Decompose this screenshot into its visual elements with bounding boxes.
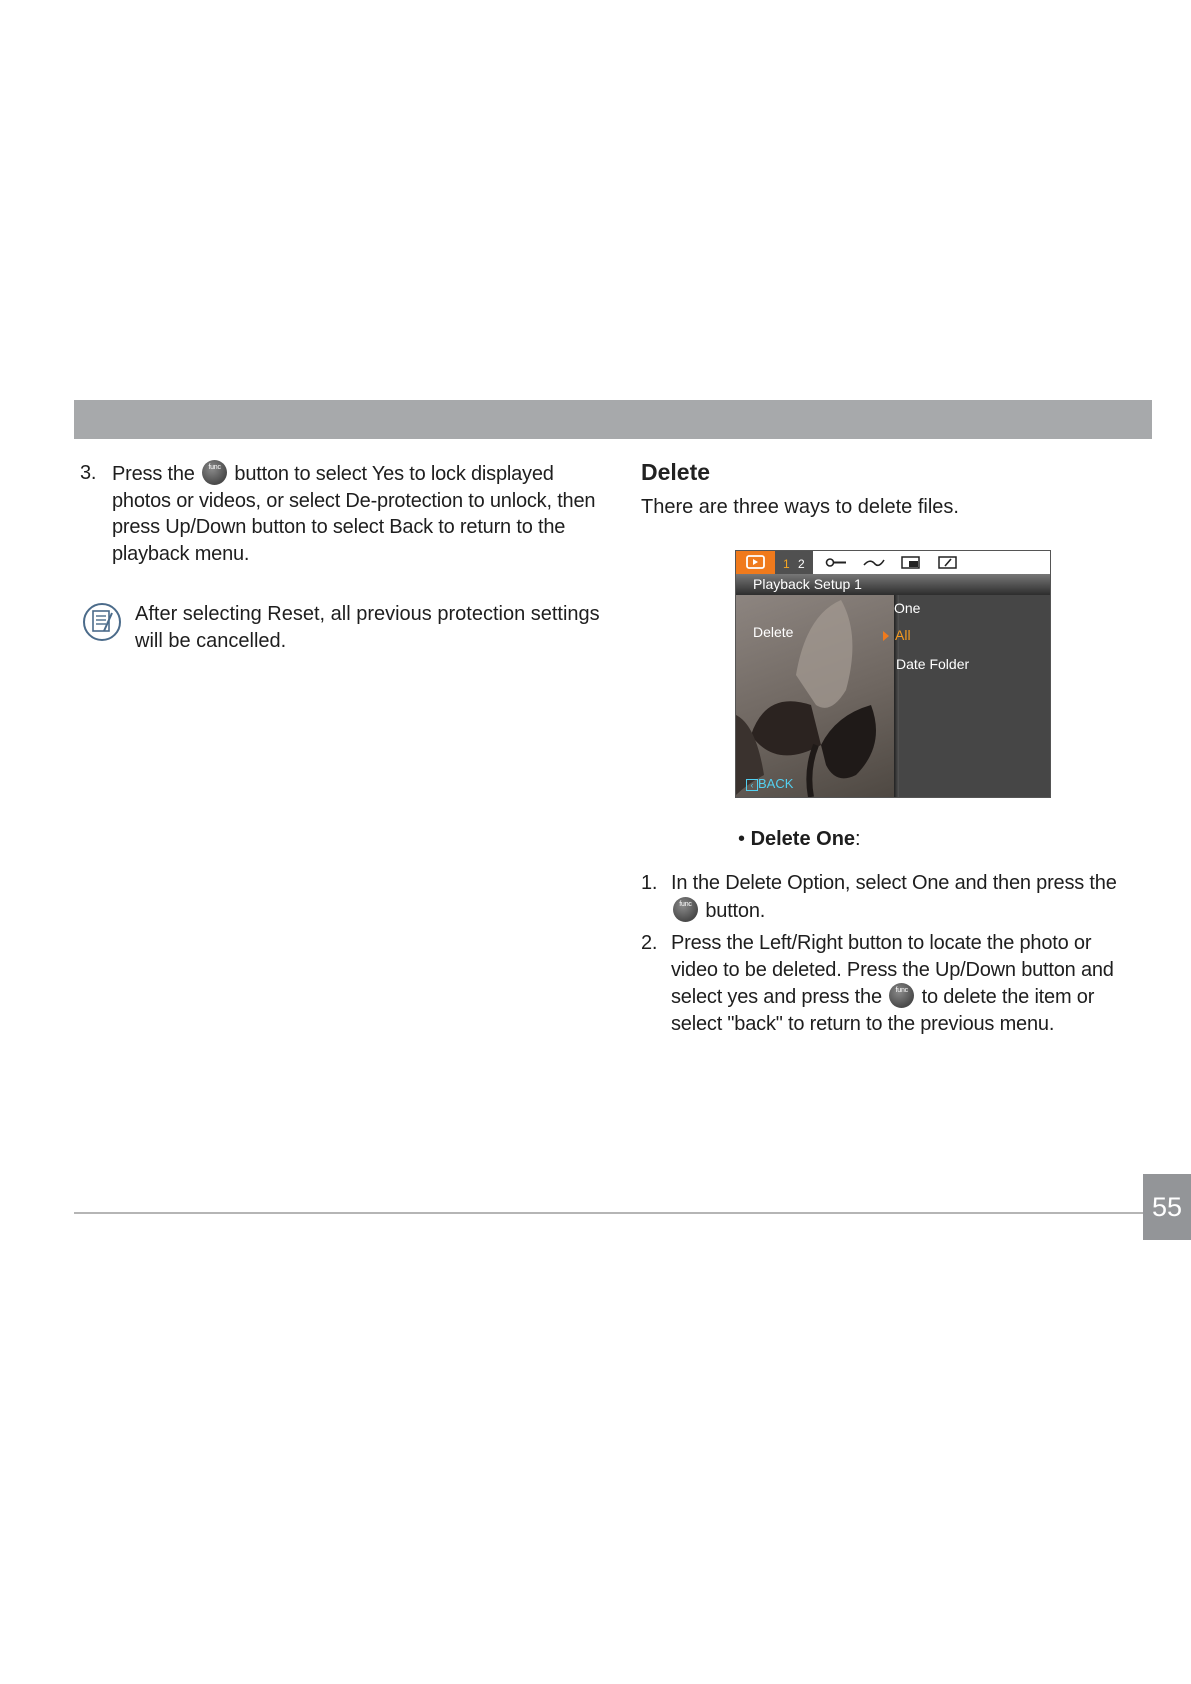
connect-icon <box>862 554 886 571</box>
sub-heading: • Delete One: <box>738 828 861 850</box>
step-text-pre: Press the Left/Right button to locate the photo or video to be deleted. Press the Up/Down button and select yes and press the <box>671 932 1114 1008</box>
playback-tab <box>736 551 775 574</box>
playback-icon <box>736 551 775 574</box>
note-text: After selecting Reset, all previous protection settings will be cancelled. <box>135 603 600 652</box>
left-column <box>80 460 600 654</box>
func-ok-button-icon: func <box>673 897 698 922</box>
func-ok-button-icon: func <box>889 983 914 1008</box>
right-column <box>641 458 1141 1035</box>
step-number: 1. <box>641 872 658 894</box>
menu-item-delete: Delete <box>753 624 794 640</box>
section-title: Delete <box>641 459 711 485</box>
section-intro: There are three ways to delete files. <box>641 496 959 518</box>
back-button: ‹ BACK <box>746 776 793 791</box>
list-item <box>641 870 1141 924</box>
step-text-pre: Press the <box>112 463 195 485</box>
option-one: One <box>894 600 921 616</box>
note-icon <box>82 601 122 643</box>
display-icon <box>899 554 923 571</box>
step-text-post: button. <box>705 899 766 922</box>
delete-one-steps <box>641 870 1141 1043</box>
header-bar <box>74 400 1152 439</box>
step-text-post: to delete the item or select "back" to return to the previous menu. <box>671 986 1095 1035</box>
menu-tabs <box>736 551 1050 574</box>
tab-1: 1 <box>783 557 790 571</box>
sub-heading-title: Delete One <box>750 828 856 850</box>
menu-title: Playback Setup 1 <box>753 576 862 592</box>
step-text-post: button to select Yes to lock displayed photos or videos, or select De-protection to unlock, then press Up/Down button to select Back to return to the playback menu. <box>112 463 596 565</box>
camera-screen <box>735 550 1051 798</box>
option-date-folder: Date Folder <box>896 656 970 672</box>
list-item <box>641 930 1141 1037</box>
step-3 <box>80 460 600 567</box>
options-panel <box>899 595 1050 797</box>
wrench-icon <box>824 554 848 571</box>
step-number: 2. <box>641 932 658 954</box>
note <box>80 601 600 654</box>
tab-2: 2 <box>798 557 805 571</box>
option-all: All <box>895 627 911 643</box>
page-number: 55 <box>1143 1174 1191 1240</box>
step-number: 3. <box>80 462 97 484</box>
page-tabs <box>775 551 813 574</box>
edit-icon <box>936 554 960 571</box>
func-ok-button-icon: func <box>202 460 227 485</box>
menu-title-bar <box>736 574 1050 595</box>
step-text-pre: In the Delete Option, select One and then press the <box>671 872 1117 894</box>
back-arrow-icon: ‹ <box>746 779 758 791</box>
selection-arrow-icon <box>883 631 889 641</box>
footer-rule <box>74 1212 1144 1214</box>
